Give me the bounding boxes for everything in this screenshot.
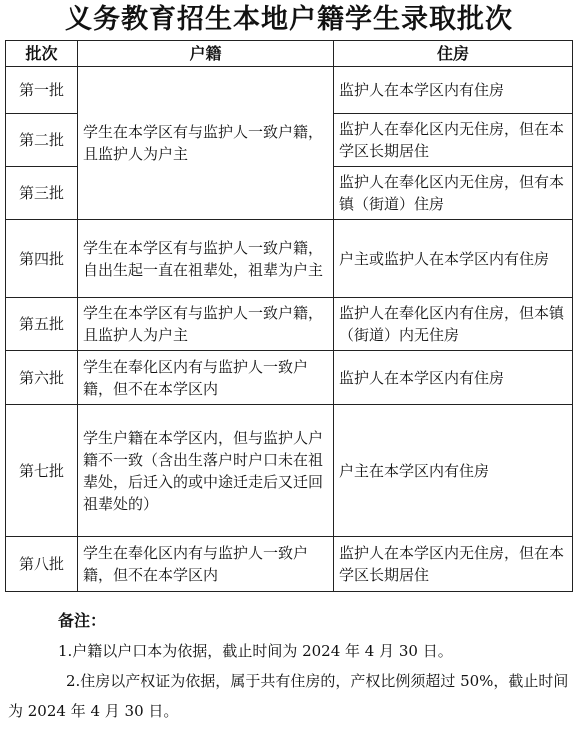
housing-cell: 户主在本学区内有住房: [334, 405, 573, 537]
hukou-cell: 学生在本学区有与监护人一致户籍，且监护人为户主: [78, 298, 334, 351]
hukou-cell: 学生在奉化区内有与监护人一致户籍，但不在本学区内: [78, 537, 334, 592]
hukou-cell: 学生在奉化区内有与监护人一致户籍，但不在本学区内: [78, 351, 334, 405]
hukou-cell: 学生在本学区有与监护人一致户籍，自出生起一直在祖辈处，祖辈为户主: [78, 220, 334, 298]
header-batch: 批次: [6, 41, 78, 67]
hukou-cell-merged: 学生在本学区有与监护人一致户籍，且监护人为户主: [78, 67, 334, 220]
header-housing: 住房: [334, 41, 573, 67]
table-row: [6, 220, 573, 298]
admission-batch-table: [5, 40, 573, 592]
note-item: 1.户籍以户口本为依据，截止时间为 2024 年 4 月 30 日。: [58, 642, 453, 660]
housing-cell: 监护人在奉化区内无住房，但在本学区长期居住: [334, 114, 573, 167]
batch-cell: 第二批: [6, 114, 78, 167]
table-header-row: [6, 41, 573, 67]
housing-cell: 监护人在本学区内无住房，但在本学区长期居住: [334, 537, 573, 592]
note-item: 2.住房以产权证为依据，属于共有住房的，产权比例须超过 50%，截止时间为 2024 年 4 月 30 日。: [8, 672, 569, 720]
table-row: [6, 537, 573, 592]
notes-section: [0, 606, 578, 726]
table-row: [6, 298, 573, 351]
batch-cell: 第一批: [6, 67, 78, 114]
batch-cell: 第六批: [6, 351, 78, 405]
batch-cell: 第三批: [6, 167, 78, 220]
table-row: [6, 67, 573, 114]
table-row: [6, 351, 573, 405]
batch-cell: 第八批: [6, 537, 78, 592]
header-hukou: 户籍: [78, 41, 334, 67]
housing-cell: 监护人在本学区内有住房: [334, 351, 573, 405]
page-title: 义务教育招生本地户籍学生录取批次: [65, 4, 513, 35]
batch-cell: 第七批: [6, 405, 78, 537]
hukou-cell: 学生户籍在本学区内，但与监护人户籍不一致（含出生落户时户口未在祖辈处，后迁入的或中途迁走后又迁回祖辈处的）: [78, 405, 334, 537]
batch-cell: 第四批: [6, 220, 78, 298]
housing-cell: 监护人在本学区内有住房: [334, 67, 573, 114]
housing-cell: 监护人在奉化区内有住房，但本镇（街道）内无住房: [334, 298, 573, 351]
table-row: [6, 405, 573, 537]
housing-cell: 户主或监护人在本学区内有住房: [334, 220, 573, 298]
housing-cell: 监护人在奉化区内无住房，但有本镇（街道）住房: [334, 167, 573, 220]
notes-title: 备注：: [58, 611, 107, 630]
batch-cell: 第五批: [6, 298, 78, 351]
